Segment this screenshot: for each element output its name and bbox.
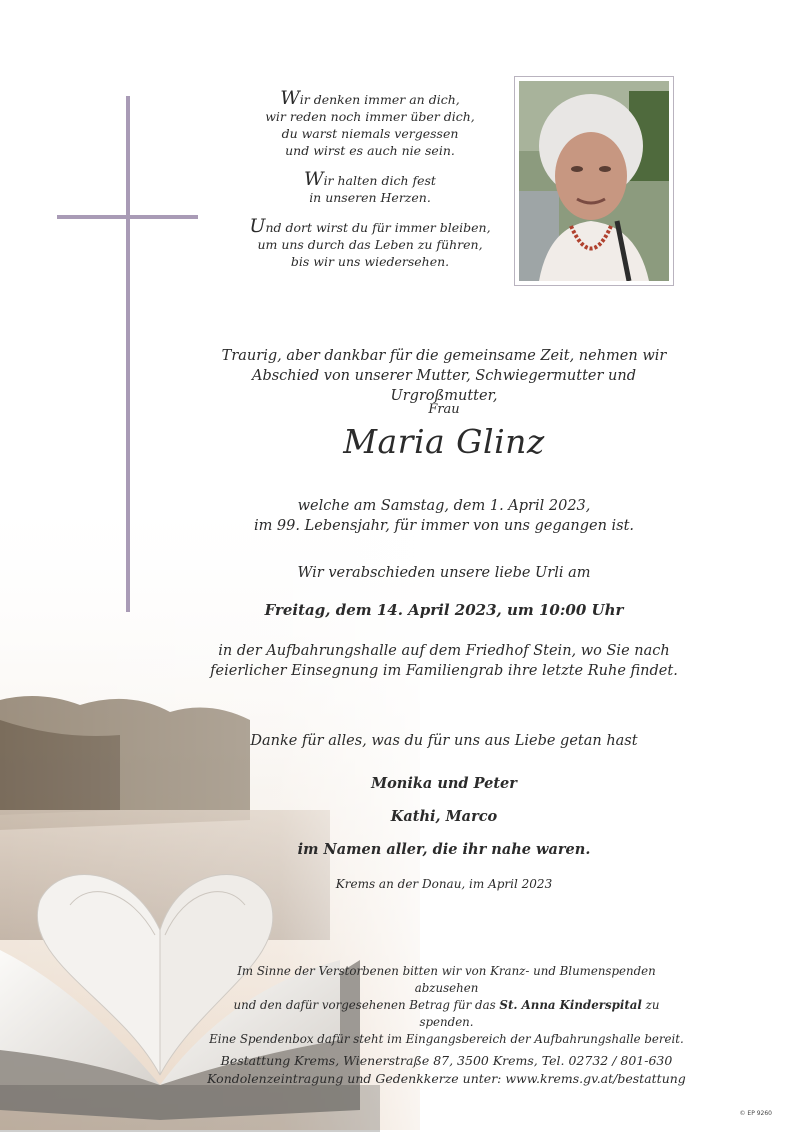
place-date: Krems an der Donau, im April 2023 — [335, 877, 553, 891]
signature-line: im Namen aller, die ihr nahe waren. — [297, 841, 591, 858]
donation-line: Im Sinne der Verstorbenen bitten wir von Kranz- und Blumenspenden abzusehen — [237, 964, 656, 995]
undertaker-info — [205, 1052, 688, 1088]
poem-line: um uns durch das Leben zu führen, — [257, 237, 483, 252]
poem-line: Wir halten dich fest — [304, 168, 436, 190]
poem-stanza-3 — [240, 215, 500, 270]
poem-initial-letter: U — [249, 215, 266, 237]
donation-text: zu spenden. — [419, 998, 660, 1029]
poem-stanza-1 — [240, 87, 500, 159]
donation-line: Eine Spendenbox dafür steht im Eingangsbereich der Aufbahrungshalle bereit. — [209, 1032, 684, 1046]
thanks-text: Danke für alles, was du für uns aus Liebe getan hast — [250, 733, 638, 749]
poem-line: bis wir uns wiedersehen. — [290, 254, 450, 269]
cross-vertical-beam — [126, 96, 130, 612]
funeral-location — [200, 641, 688, 681]
portrait-photo-frame — [514, 76, 674, 286]
donation-line — [205, 997, 688, 1031]
poem-initial-letter: W — [280, 87, 300, 109]
intro-text — [200, 346, 688, 406]
charity-name: St. Anna Kinderspital — [499, 998, 642, 1012]
signature-line: Kathi, Marco — [390, 808, 498, 825]
farewell-text: Wir verabschieden unsere liebe Urli am — [297, 565, 591, 581]
death-line: im 99. Lebensjahr, für immer von uns gegangen ist. — [253, 518, 635, 534]
location-line: feierlicher Einsegnung im Familiengrab ihre letzte Ruhe findet. — [210, 663, 678, 679]
poem-line: Und dort wirst du für immer bleiben, — [249, 215, 491, 237]
undertaker-line: Bestattung Krems, Wienerstraße 87, 3500 Krems, Tel. 02732 / 801-630 — [220, 1053, 673, 1068]
print-code: © EP 9260 — [739, 1110, 772, 1117]
signatures — [200, 775, 688, 874]
poem-stanza-2 — [240, 168, 500, 206]
cross-horizontal-beam — [57, 215, 198, 219]
intro-line: Abschied von unserer Mutter, Schwiegermutter und Urgroßmutter, — [251, 368, 636, 404]
donation-note — [205, 963, 688, 1048]
memorial-poem — [240, 87, 500, 282]
portrait-photo — [519, 81, 669, 281]
death-line: welche am Samstag, dem 1. April 2023, — [297, 498, 591, 514]
location-line: in der Aufbahrungshalle auf dem Friedhof Stein, wo Sie nach — [218, 643, 670, 659]
death-notice-text — [200, 496, 688, 536]
deceased-name: Maria Glinz — [343, 422, 545, 461]
poem-line: in unseren Herzen. — [309, 190, 431, 205]
poem-initial-letter: W — [304, 168, 324, 190]
poem-line: und wirst es auch nie sein. — [285, 143, 455, 158]
poem-line: du warst niemals vergessen — [281, 126, 459, 141]
signature-line: Monika und Peter — [371, 775, 517, 792]
poem-line: wir reden noch immer über dich, — [265, 109, 475, 124]
poem-line: Wir denken immer an dich, — [280, 87, 460, 109]
salutation: Frau — [428, 402, 460, 417]
donation-text: und den dafür vorgesehenen Betrag für das — [233, 998, 500, 1012]
funeral-date: Freitag, dem 14. April 2023, um 10:00 Uhr — [264, 601, 624, 619]
undertaker-line: Kondolenzeintragung und Gedenkkerze unter: www.krems.gv.at/bestattung — [207, 1071, 686, 1086]
intro-line: Traurig, aber dankbar für die gemeinsame Zeit, nehmen wir — [221, 348, 667, 364]
